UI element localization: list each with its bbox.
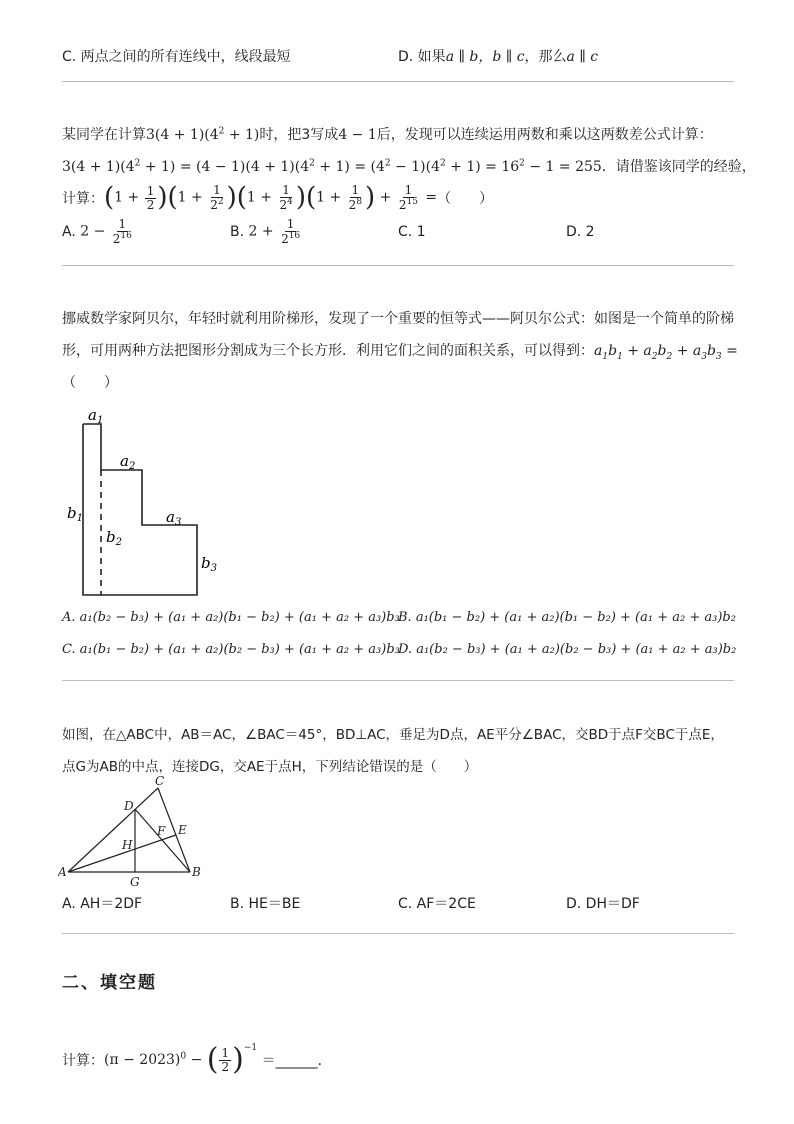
q3-option-b: B. HE＝BE	[230, 896, 301, 912]
q1-text: 时，把3写成	[259, 127, 339, 143]
q3-line2: 点G为AB的中点，连接DG，交AE于点H，下列结论错误的是（ ）	[62, 759, 478, 775]
divider	[62, 933, 734, 934]
staircase-outline	[83, 424, 197, 595]
q4-blank: ＝______．	[261, 1053, 332, 1069]
q3-option-c: C. AF＝2CE	[398, 896, 476, 912]
prev-option-d-math2: a ∥ c	[566, 49, 599, 65]
label-b3: $b_3$	[201, 554, 217, 574]
label-a1: $a_1$	[88, 406, 104, 426]
q2-option-c: C. a₁(b₁ − b₂) + (a₁ + a₂)(b₂ − b₃) + (a₁ + a₂ + a₃)b₃	[62, 642, 400, 657]
triangle-figure	[58, 772, 208, 890]
q2-option-d: D. a₁(b₂ − b₃) + (a₁ + a₂)(b₂ − b₃) + (a₁ + a₂ + a₃)b₂	[398, 642, 737, 657]
q1-expr: $3(4 + 1)(4^2 + 1)$	[146, 126, 260, 143]
q1-text: ．请借鉴该同学的经验，	[601, 159, 756, 175]
q2-line3: （ ）	[62, 375, 118, 391]
segment-bd	[135, 809, 190, 872]
label-a2: $a_2$	[120, 452, 136, 472]
prev-option-c: C. 两点之间的所有连线中，线段最短	[62, 49, 291, 65]
divider	[62, 680, 734, 681]
q1-line1	[62, 124, 713, 144]
point-b: B	[192, 865, 201, 879]
q1-line2	[62, 156, 756, 176]
q2-expr: $a_1b_1 + a_2b_2 + a_3b_3$ =	[594, 343, 738, 362]
q2-line2	[62, 340, 738, 362]
q4-prefix: 计算：	[62, 1053, 104, 1069]
side-ac	[68, 788, 158, 872]
q2-text: 形，可用两种方法把图形分割成为三个长方形．利用它们之间的面积关系，可以得到：	[62, 343, 594, 359]
label-b1: $b_1$	[67, 504, 83, 524]
point-d: D	[124, 799, 134, 813]
q1-blank: （ ）	[437, 191, 494, 207]
q1-expr2: 4 − 1	[338, 127, 377, 143]
q1-derivation: $3(4 + 1)(4^2 + 1) = (4 - 1)(4 + 1)(4^2 + 1) = (4^2 - 1)(4^2 + 1) = 16^2 - 1 = 255$	[62, 158, 602, 175]
q3-option-a: A. AH＝2DF	[62, 896, 143, 912]
point-a: A	[58, 865, 67, 879]
q1-line3	[62, 180, 493, 216]
prev-option-d-math: a ∥ b，b ∥ c	[445, 49, 525, 65]
point-f: F	[157, 824, 166, 838]
point-e: E	[178, 823, 187, 837]
q1-product: (1 + $\frac{1}{2}$ )(1 + $\frac{1}{2^2}$ )(1 + $\frac{1}{2^4}$ )(1 + $\frac{1}{2^8}$ ) + $\frac{1}{2^{15}}$ =	[104, 183, 438, 213]
q2-option-b: B. a₁(b₁ − b₂) + (a₁ + a₂)(b₁ − b₂) + (a₁ + a₂ + a₃)b₂	[398, 610, 736, 625]
point-c: C	[155, 774, 165, 788]
q3-line1: 如图，在△ABC中，AB＝AC，∠BAC＝45°，BD⊥AC，垂足为D点，AE平分∠BAC，交BD于点F交BC于点E，	[62, 727, 724, 743]
q1-option-d: D. 2	[566, 224, 595, 240]
q4-expr: $(\pi - 2023)^0$ − ( $\frac{1}{2}$ )$^{-1}$	[104, 1042, 258, 1077]
q1-option-a-label: A.	[62, 223, 76, 240]
q4-line	[62, 1040, 332, 1080]
prev-option-d	[398, 46, 598, 66]
section-title: 二、填空题	[62, 973, 157, 993]
q1-option-b-label: B.	[230, 223, 245, 240]
q2-line1: 挪威数学家阿贝尔，年轻时就利用阶梯形，发现了一个重要的恒等式——阿贝尔公式：如图是一个简单的阶梯	[62, 311, 734, 327]
prev-option-d-mid: ，那么	[524, 49, 567, 65]
q1-option-b-expr: 2 + $\frac{1}{2^{16}}$	[248, 217, 301, 246]
point-h: H	[122, 838, 133, 852]
prev-option-d-prefix: D. 如果	[398, 49, 446, 65]
q2-option-a: A. a₁(b₂ − b₃) + (a₁ + a₂)(b₁ − b₂) + (a₁ + a₂ + a₃)b₃	[62, 610, 400, 625]
divider	[62, 81, 734, 82]
staircase-figure	[60, 400, 230, 600]
q1-text: 某同学在计算	[62, 127, 146, 143]
q1-option-a	[62, 218, 135, 245]
q1-option-b	[230, 218, 303, 245]
q1-text: 后，发现可以连续运用两数和乘以这两数差公式计算：	[376, 127, 713, 143]
label-a3: $a_3$	[166, 508, 182, 528]
q1-text: 计算：	[62, 191, 104, 207]
q3-option-d: D. DH＝DF	[566, 896, 640, 912]
divider	[62, 265, 734, 266]
label-b2: $b_2$	[106, 528, 122, 548]
q1-option-a-expr: 2 − $\frac{1}{2^{16}}$	[80, 217, 132, 246]
point-g: G	[130, 875, 140, 889]
q1-option-c: C. 1	[398, 224, 426, 240]
